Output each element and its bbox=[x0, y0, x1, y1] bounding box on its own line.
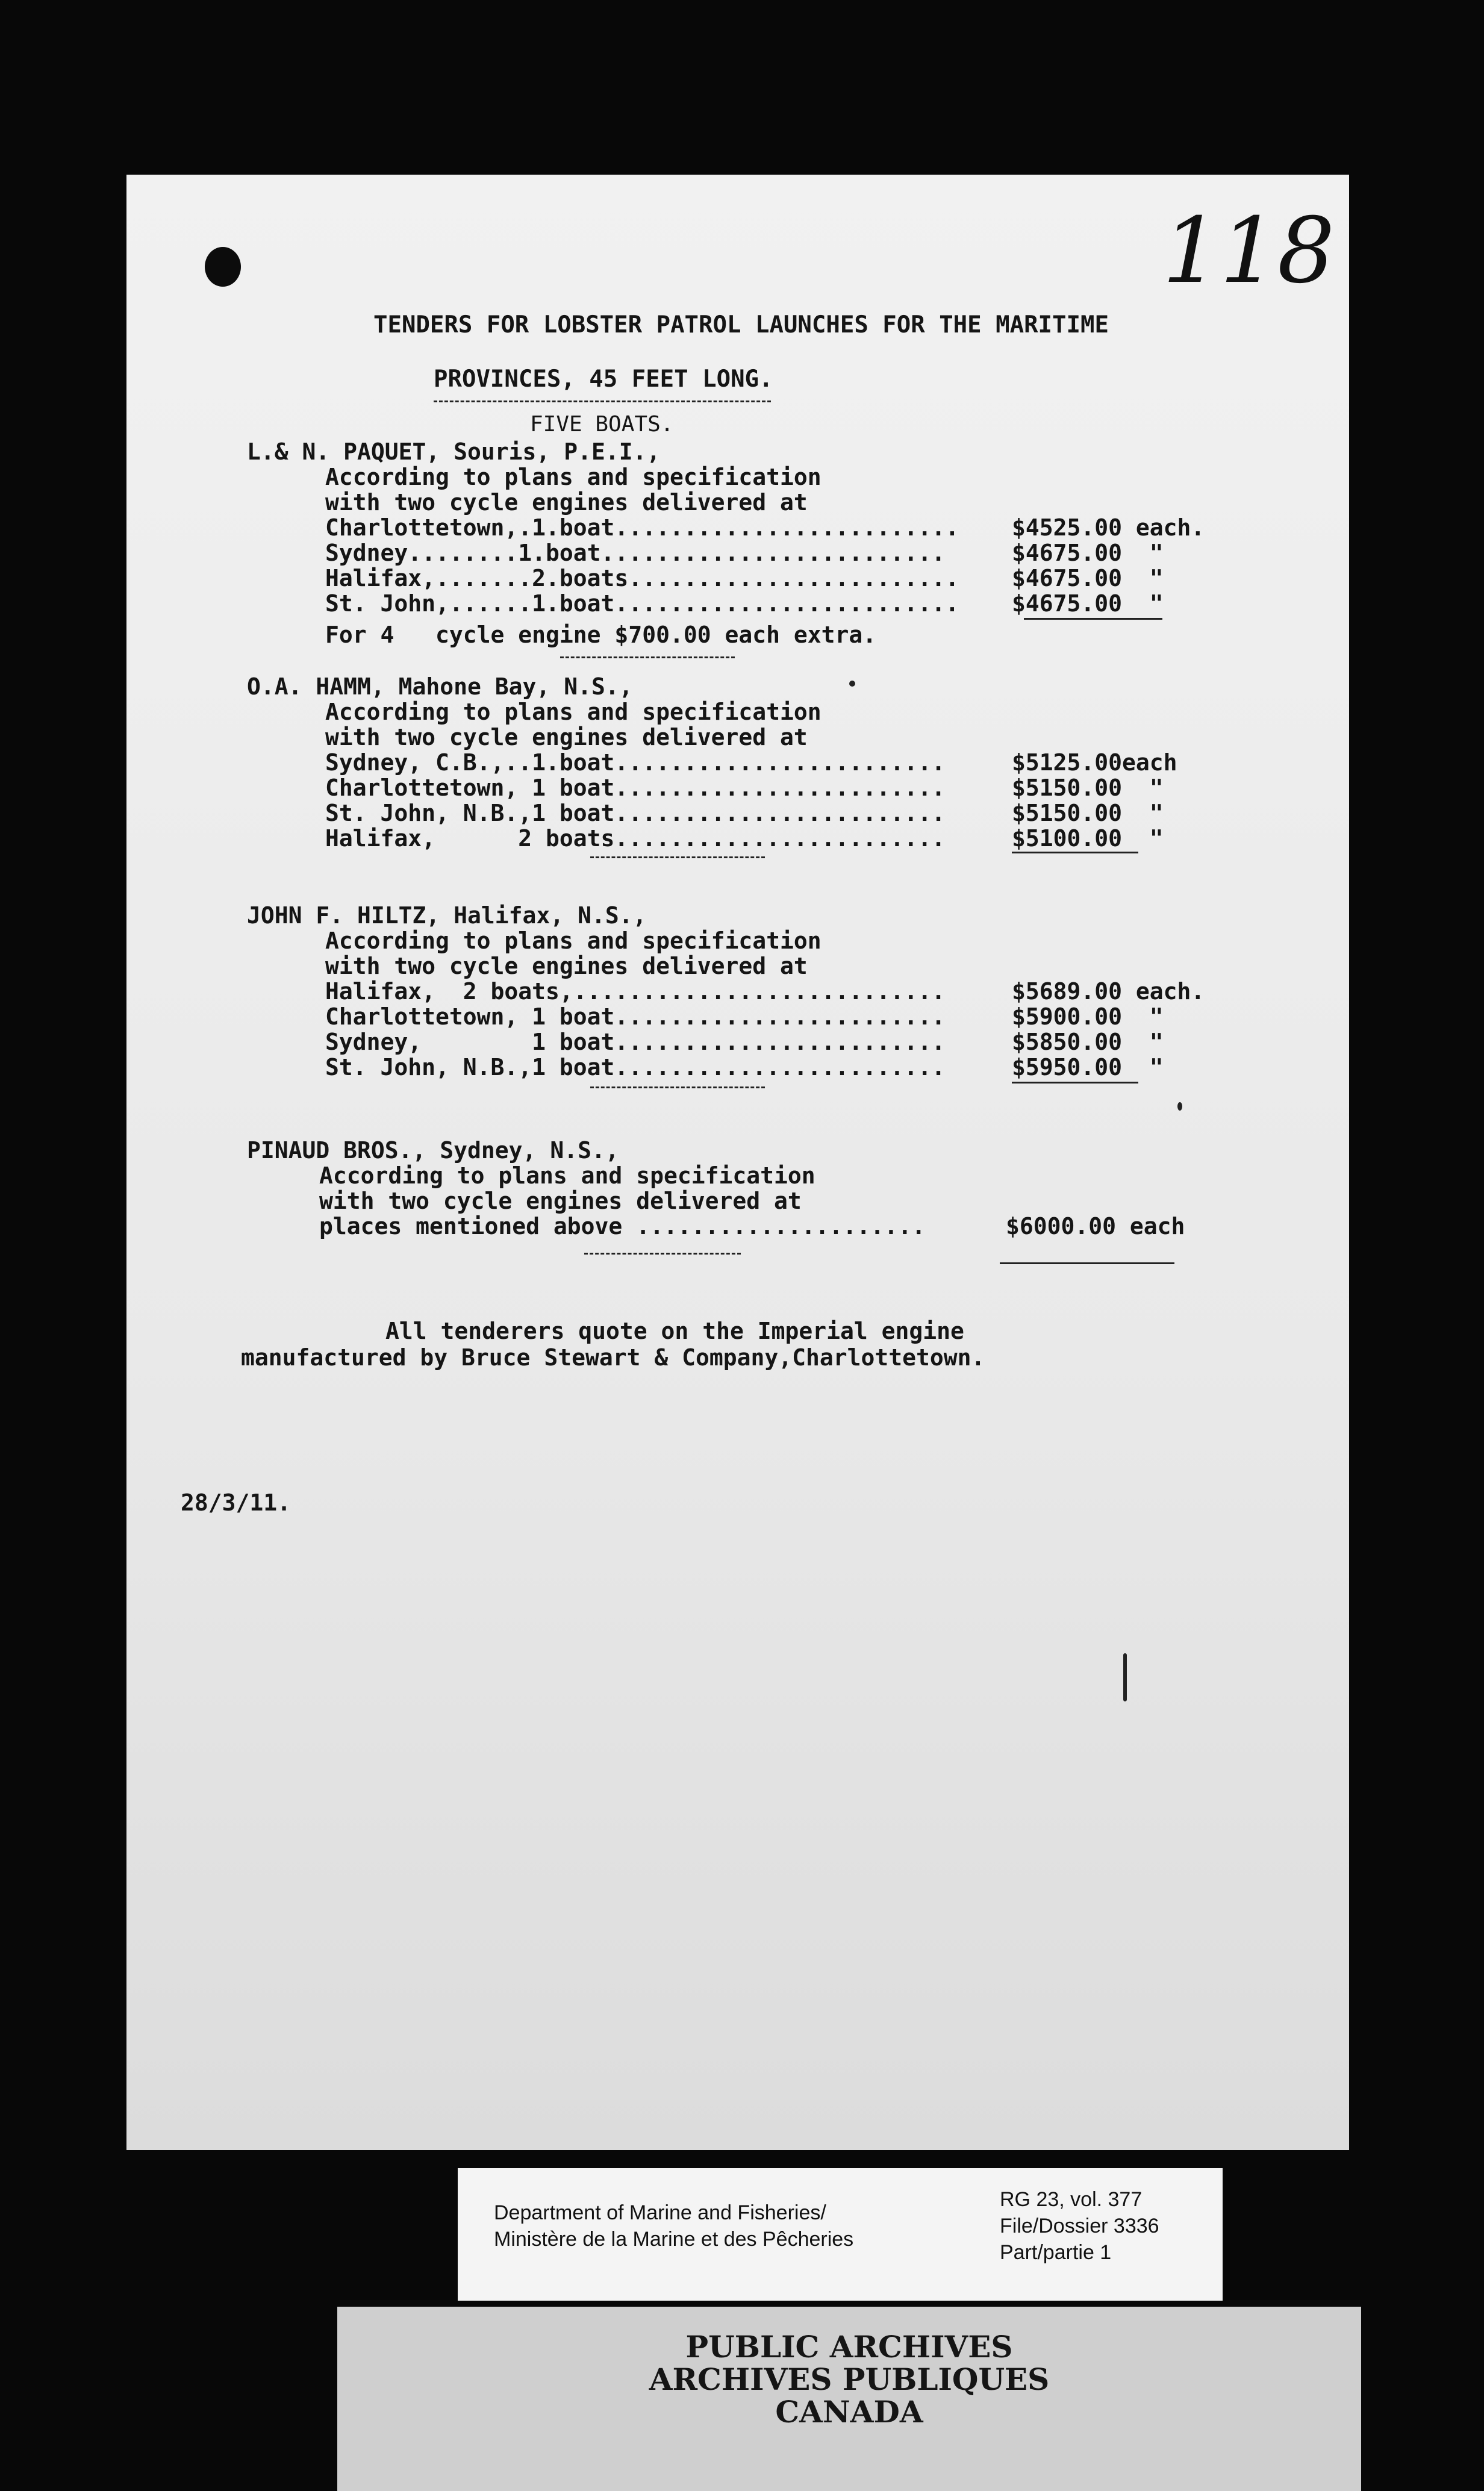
tender-price: $4675.00 " bbox=[1012, 590, 1164, 617]
tender-name: L.& N. PAQUET, Souris, P.E.I., bbox=[247, 438, 661, 465]
tender-price: $5150.00 " bbox=[1012, 775, 1164, 801]
tender-row: St. John,......1.boat......................... bbox=[325, 590, 959, 617]
tender-price: $5150.00 " bbox=[1012, 800, 1164, 826]
heading-rule bbox=[434, 401, 771, 402]
price-underline bbox=[1000, 1262, 1174, 1264]
tender-desc: with two cycle engines delivered at bbox=[325, 489, 808, 516]
price-underline bbox=[1024, 618, 1162, 620]
reference-volume: RG 23, vol. 377 bbox=[1000, 2188, 1143, 2211]
tender-row: Halifax,.......2.boats........................ bbox=[325, 565, 959, 591]
tender-row: Halifax, 2 boats........................ bbox=[325, 825, 946, 852]
tender-desc: According to plans and specification bbox=[325, 464, 822, 490]
ink-speck bbox=[1177, 1102, 1182, 1111]
tender-row: Sydney, C.B.,..1.boat........................ bbox=[325, 749, 946, 776]
tender-price: $4525.00 each. bbox=[1012, 514, 1205, 541]
document-page bbox=[126, 175, 1349, 2150]
tender-row: St. John, N.B.,1 boat........................ bbox=[325, 800, 946, 826]
tender-row: Sydney........1.boat......................... bbox=[325, 540, 946, 566]
tender-row: St. John, N.B.,1 boat........................ bbox=[325, 1054, 946, 1080]
tender-row: Charlottetown, 1 boat........................ bbox=[325, 775, 946, 801]
tender-price: $6000.00 each bbox=[1006, 1213, 1185, 1239]
ink-mark bbox=[1123, 1653, 1127, 1701]
tender-desc: According to plans and specification bbox=[319, 1162, 815, 1189]
tender-row: Charlottetown,.1.boat......................... bbox=[325, 514, 959, 541]
tender-price: $5689.00 each. bbox=[1012, 978, 1205, 1005]
tender-price: $5125.00each bbox=[1012, 749, 1177, 776]
note-line-1: All tenderers quote on the Imperial engine bbox=[385, 1318, 964, 1344]
tender-row: Charlottetown, 1 boat........................ bbox=[325, 1003, 946, 1030]
reference-file: File/Dossier 3336 bbox=[1000, 2215, 1159, 2237]
tender-price: $5950.00 " bbox=[1012, 1054, 1164, 1080]
tender-name: O.A. HAMM, Mahone Bay, N.S., bbox=[247, 673, 633, 700]
ink-speck bbox=[849, 681, 855, 687]
tender-row: Halifax, 2 boats,........................... bbox=[325, 978, 946, 1005]
tender-price: $4675.00 " bbox=[1012, 540, 1164, 566]
tender-price: $5900.00 " bbox=[1012, 1003, 1164, 1030]
archives-stamp bbox=[337, 2331, 1361, 2428]
tender-row: Sydney, 1 boat........................ bbox=[325, 1029, 946, 1055]
price-underline bbox=[1012, 1082, 1138, 1083]
tender-name: JOHN F. HILTZ, Halifax, N.S., bbox=[247, 902, 647, 929]
tender-desc: According to plans and specification bbox=[325, 928, 822, 954]
archive-reference-card bbox=[458, 2168, 1223, 2301]
archives-stamp-band bbox=[337, 2307, 1361, 2491]
tender-desc: with two cycle engines delivered at bbox=[319, 1188, 802, 1214]
price-underline bbox=[1012, 852, 1138, 853]
note-line-2: manufactured by Bruce Stewart & Company,Charlottetown. bbox=[241, 1344, 985, 1371]
archive-reference bbox=[1000, 2186, 1159, 2266]
heading-line-2: PROVINCES, 45 FEET LONG. bbox=[434, 366, 773, 393]
subheading: FIVE BOATS. bbox=[530, 412, 674, 437]
section-rule bbox=[590, 856, 765, 858]
folio-number: 118 bbox=[1162, 199, 1335, 304]
tender-price: $5850.00 " bbox=[1012, 1029, 1164, 1055]
punch-hole bbox=[205, 247, 241, 287]
stamp-line-2: ARCHIVES PUBLIQUES bbox=[649, 2362, 1050, 2397]
tender-desc: with two cycle engines delivered at bbox=[325, 724, 808, 750]
archive-department bbox=[494, 2200, 853, 2252]
document-date: 28/3/11. bbox=[181, 1489, 292, 1516]
reference-part: Part/partie 1 bbox=[1000, 2241, 1112, 2264]
heading-line-1: TENDERS FOR LOBSTER PATROL LAUNCHES FOR THE MARITIME bbox=[373, 311, 1109, 338]
section-rule bbox=[560, 656, 735, 658]
tender-row: places mentioned above ..................... bbox=[319, 1213, 926, 1239]
tender-name: PINAUD BROS., Sydney, N.S., bbox=[247, 1137, 619, 1164]
tender-price: $5100.00 " bbox=[1012, 825, 1164, 852]
section-rule bbox=[584, 1253, 741, 1255]
stamp-line-3: CANADA bbox=[775, 2394, 923, 2430]
tender-extra: For 4 cycle engine $700.00 each extra. bbox=[325, 622, 877, 648]
department-english: Department of Marine and Fisheries/ bbox=[494, 2201, 826, 2224]
stamp-line-1: PUBLIC ARCHIVES bbox=[685, 2329, 1013, 2365]
section-rule bbox=[590, 1086, 765, 1088]
department-french: Ministère de la Marine et des Pêcheries bbox=[494, 2228, 854, 2251]
tender-desc: with two cycle engines delivered at bbox=[325, 953, 808, 979]
tender-desc: According to plans and specification bbox=[325, 699, 822, 725]
tender-price: $4675.00 " bbox=[1012, 565, 1164, 591]
